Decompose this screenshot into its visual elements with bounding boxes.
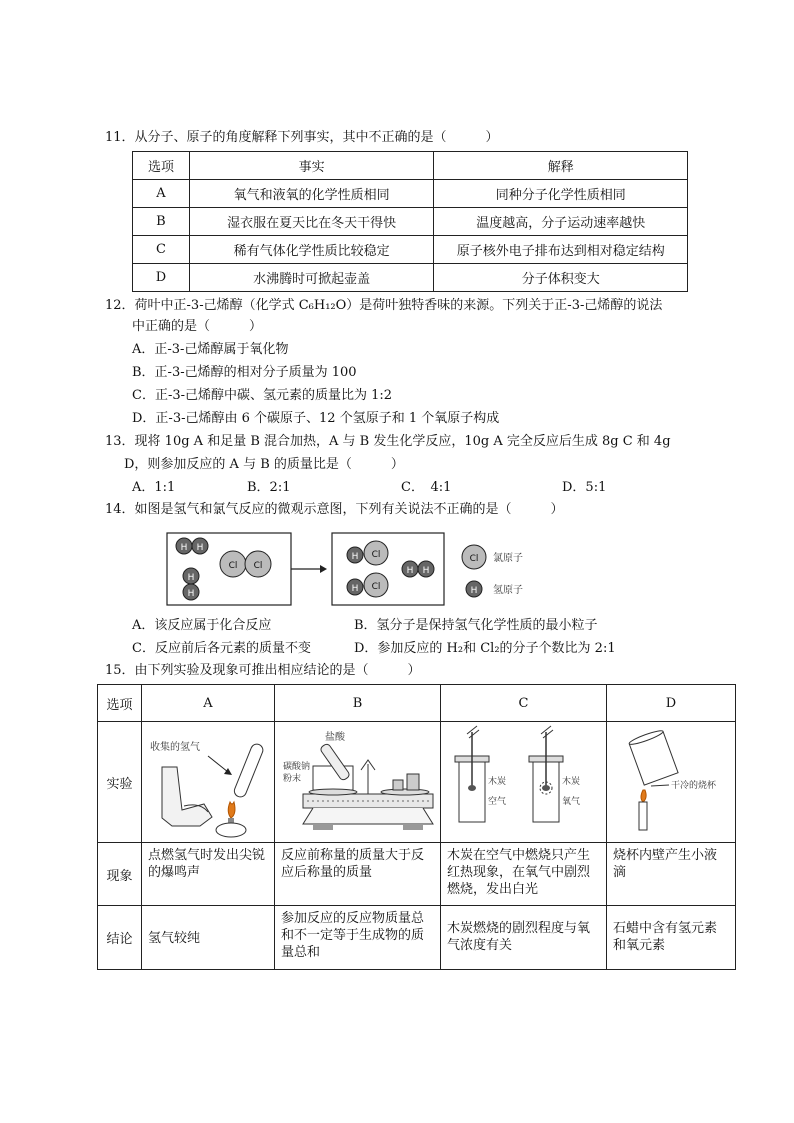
q15-header-b: B (275, 685, 441, 722)
q11-cell: 温度越高，分子运动速率越快 (434, 208, 688, 236)
svg-text:H: H (422, 566, 430, 576)
q11-cell: 原子核外电子排布达到相对稳定结构 (434, 236, 688, 264)
q15-conclusion-b: 参加反应的反应物质量总和不一定等于生成物的质量总和 (275, 906, 441, 970)
q12-stem-line1: 12．荷叶中正-3-己烯醇（化学式 C₆H₁₂O）是荷叶独特香味的来源。下列关于正-3-己烯醇的说法 (105, 298, 663, 313)
q15-experiment-b (275, 722, 441, 843)
svg-text:木炭: 木炭 (562, 777, 581, 787)
q12-option-a: A．正-3-己烯醇属于氧化物 (132, 342, 289, 357)
q15-conclusion-a: 氢气较纯 (142, 906, 275, 970)
table-row (98, 685, 736, 722)
table-row (133, 152, 688, 180)
q15-phenomenon-a: 点燃氢气时发出尖锐的爆鸣声 (142, 843, 275, 906)
hydrogen-test-illustration (142, 722, 274, 838)
q15-conclusion-d: 石蜡中含有氢元素和氧元素 (607, 906, 736, 970)
svg-text:H: H (187, 589, 195, 599)
svg-text:木炭: 木炭 (488, 777, 507, 787)
q11-cell: C (133, 236, 190, 264)
reaction-arrow-icon (291, 565, 327, 573)
q14-stem: 14．如图是氢气和氯气反应的微观示意图，下列有关说法不正确的是（ ） (105, 502, 564, 517)
svg-text:空气: 空气 (488, 797, 507, 807)
table-row (98, 906, 736, 970)
legend-chlorine (462, 545, 523, 569)
svg-text:Cl: Cl (469, 554, 479, 564)
svg-text:H: H (187, 573, 195, 583)
table-row (98, 843, 736, 906)
q11-cell: A (133, 180, 190, 208)
svg-text:收集的氢气: 收集的氢气 (150, 742, 200, 753)
q11-header-option: 选项 (133, 152, 190, 180)
q13-stem-line2: D，则参加反应的 A 与 B 的质量比是（ ） (124, 457, 404, 472)
q12-option-d: D．正-3-己烯醇由 6 个碳原子、12 个氢原子和 1 个氧原子构成 (132, 411, 500, 426)
table-row (133, 208, 688, 236)
svg-text:氯原子: 氯原子 (493, 553, 523, 564)
svg-text:Cl: Cl (253, 561, 263, 571)
q11-header-explain: 解释 (434, 152, 688, 180)
svg-text:干冷的烧杯: 干冷的烧杯 (671, 781, 717, 791)
q15-header-d: D (607, 685, 736, 722)
q13-option-b: B．2:1 (247, 480, 291, 495)
table-row (98, 722, 736, 843)
svg-text:Cl: Cl (228, 561, 238, 571)
q14-option-b: B．氢分子是保持氢气化学性质的最小粒子 (354, 618, 598, 633)
q11-cell: 分子体积变大 (434, 264, 688, 292)
q11-cell: 水沸腾时可掀起壶盖 (189, 264, 434, 292)
legend-hydrogen (466, 581, 523, 597)
q15-row-label-phenomenon: 现象 (98, 843, 142, 906)
svg-text:H: H (470, 586, 478, 596)
q11-cell: B (133, 208, 190, 236)
q11-cell: 氧气和液氧的化学性质相同 (189, 180, 434, 208)
q15-header-a: A (142, 685, 275, 722)
svg-text:盐酸: 盐酸 (325, 732, 345, 743)
table-row (133, 180, 688, 208)
svg-text:H: H (406, 566, 414, 576)
svg-text:H: H (196, 543, 204, 553)
candle-beaker-illustration (607, 722, 735, 838)
q11-cell: D (133, 264, 190, 292)
balance-illustration (275, 722, 440, 838)
q11-cell: 湿衣服在夏天比在冬天干得快 (189, 208, 434, 236)
q13-stem-line1: 13．现将 10g A 和足量 B 混合加热，A 与 B 发生化学反应，10g A 完全反应后生成 8g C 和 4g (105, 434, 671, 449)
q12-option-c: C．正-3-己烯醇中碳、氢元素的质量比为 1:2 (132, 388, 393, 403)
q15-conclusion-c: 木炭燃烧的剧烈程度与氧气浓度有关 (441, 906, 607, 970)
svg-text:Cl: Cl (371, 582, 381, 592)
q13-option-a: A．1:1 (132, 480, 176, 495)
svg-text:氢原子: 氢原子 (493, 585, 523, 596)
q11-table (132, 151, 688, 292)
q11-stem: 11．从分子、原子的角度解释下列事实，其中不正确的是（ ） (105, 130, 499, 145)
q15-experiment-a (142, 722, 275, 843)
q11-cell: 同种分子化学性质相同 (434, 180, 688, 208)
q15-phenomenon-d: 烧杯内壁产生小液滴 (607, 843, 736, 906)
q14-reaction-diagram (160, 525, 560, 615)
svg-text:H: H (180, 543, 188, 553)
q15-header-option: 选项 (98, 685, 142, 722)
svg-text:Cl: Cl (371, 550, 381, 560)
q14-option-d: D．参加反应的 H₂和 Cl₂的分子个数比为 2:1 (354, 641, 616, 656)
q15-stem: 15．由下列实验及现象可推出相应结论的是（ ） (105, 663, 421, 678)
q11-cell: 稀有气体化学性质比较稳定 (189, 236, 434, 264)
table-row (133, 264, 688, 292)
q13-option-d: D．5:1 (562, 480, 607, 495)
svg-text:氧气: 氧气 (562, 797, 581, 807)
svg-text:H: H (351, 552, 359, 562)
q15-phenomenon-b: 反应前称量的质量大于反应后称量的质量 (275, 843, 441, 906)
q15-experiment-c (441, 722, 607, 843)
q14-option-c: C．反应前后各元素的质量不变 (132, 641, 311, 656)
q15-experiment-d (607, 722, 736, 843)
q13-option-c: C． 4:1 (401, 480, 452, 495)
q11-header-fact: 事实 (189, 152, 434, 180)
svg-text:H: H (351, 584, 359, 594)
table-row (133, 236, 688, 264)
q15-table (97, 684, 736, 970)
q12-stem-line2: 中正确的是（ ） (132, 319, 263, 334)
q15-header-c: C (441, 685, 607, 722)
charcoal-combustion-illustration (441, 722, 606, 838)
q14-option-a: A．该反应属于化合反应 (132, 618, 272, 633)
q15-row-label-experiment: 实验 (98, 722, 142, 843)
q15-phenomenon-c: 木炭在空气中燃烧只产生红热现象，在氧气中剧烈燃烧，发出白光 (441, 843, 607, 906)
q12-option-b: B．正-3-己烯醇的相对分子质量为 100 (132, 365, 357, 380)
q15-row-label-conclusion: 结论 (98, 906, 142, 970)
svg-text:碳酸钠: 碳酸钠 (283, 762, 311, 772)
svg-text:粉末: 粉末 (283, 774, 302, 784)
